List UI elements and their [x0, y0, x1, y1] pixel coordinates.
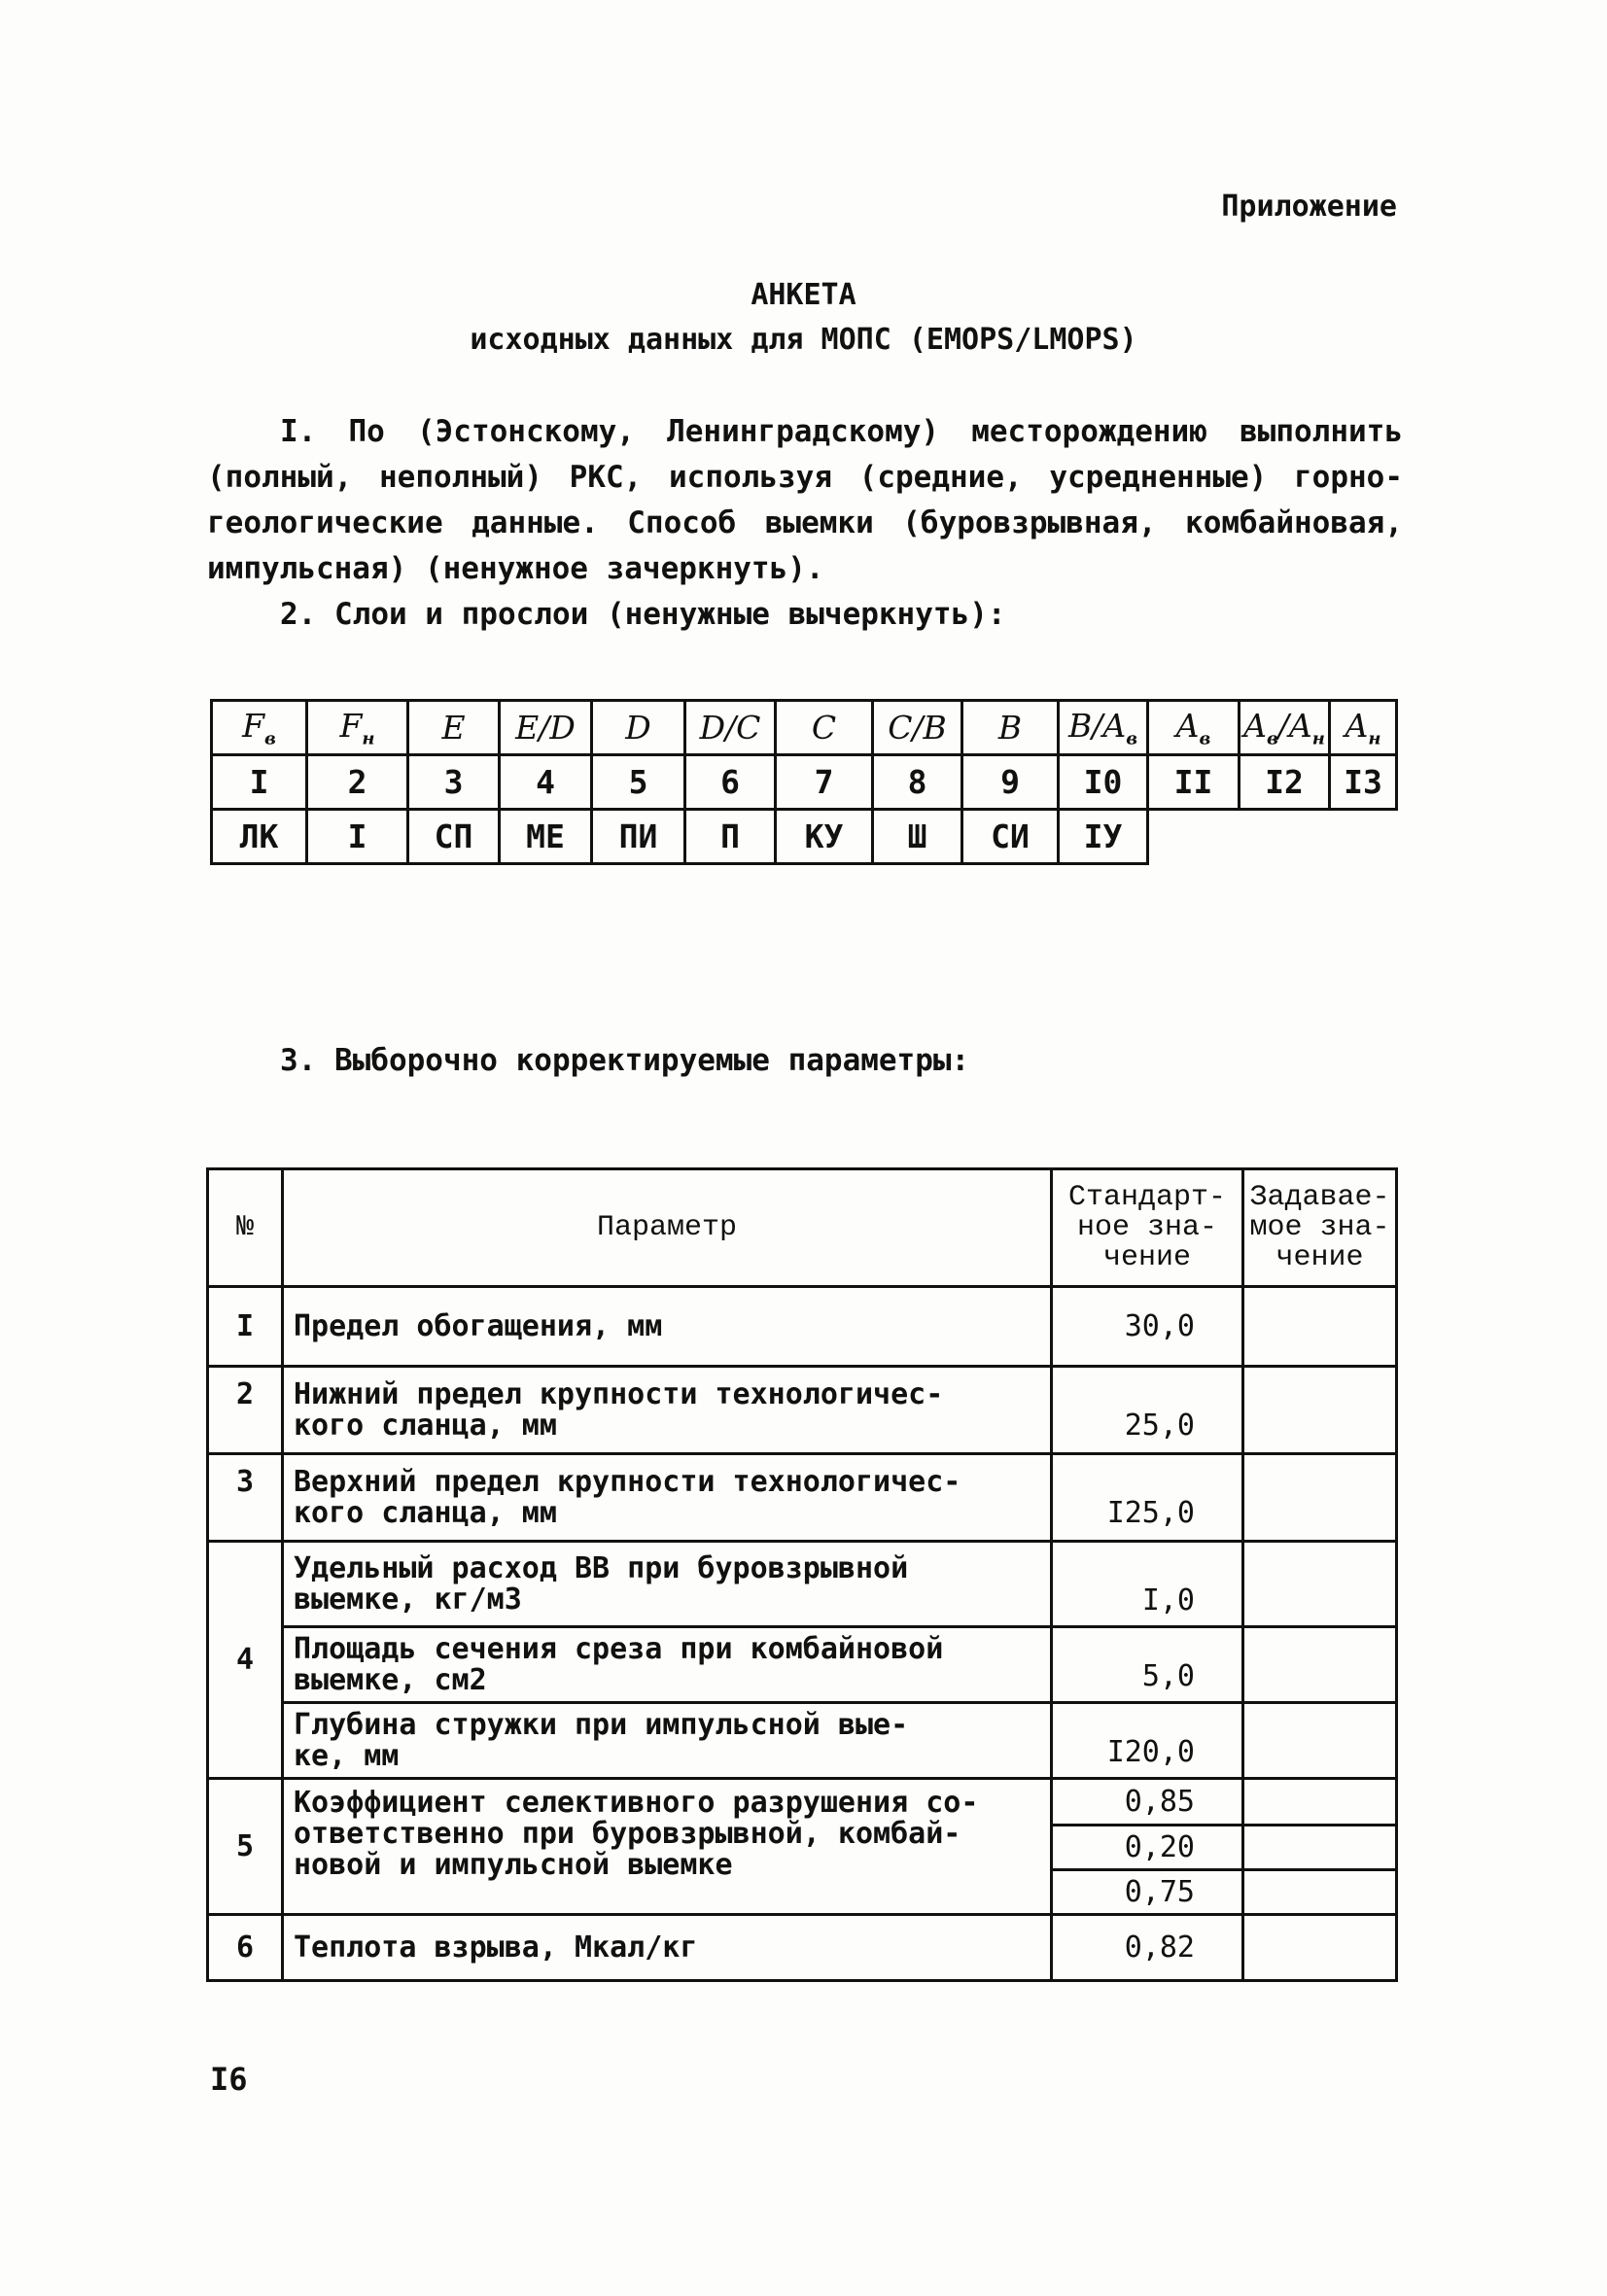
layer-number-cell: 6	[685, 755, 776, 810]
table-row	[208, 1703, 1397, 1779]
appendix-label: Приложение	[1221, 190, 1397, 224]
page-number: I6	[210, 2061, 248, 2098]
standard-value: I25,0	[1052, 1454, 1243, 1542]
layer-code-cell[interactable]: П	[685, 810, 776, 864]
standard-value: I,0	[1052, 1542, 1243, 1627]
parameters-header-row	[208, 1169, 1397, 1287]
table-row	[208, 1542, 1397, 1627]
header-standard-value: Стандарт- ное зна- чение	[1052, 1169, 1243, 1287]
parameter-name: Нижний предел крупности технологичес- кого сланца, мм	[283, 1367, 1052, 1454]
layer-symbol-cell[interactable]: $A_в/A_н$	[1240, 701, 1330, 755]
document-title: АНКЕТА	[751, 278, 856, 312]
layer-number-cell: 3	[408, 755, 500, 810]
layer-symbol-cell[interactable]: D/C	[685, 701, 776, 755]
layer-number-cell: 7	[776, 755, 873, 810]
parameters-table	[206, 1167, 1398, 1982]
set-value-input[interactable]	[1243, 1454, 1397, 1542]
paragraph-1-line: геологические данные. Способ выемки (буровзрывная, комбайновая,	[207, 505, 1403, 540]
parameter-name: Глубина стружки при импульсной вые- ке, мм	[283, 1703, 1052, 1779]
table-row	[208, 1287, 1397, 1367]
standard-value: 0,85	[1052, 1779, 1243, 1826]
layer-code-cell[interactable]: ПИ	[592, 810, 685, 864]
set-value-input[interactable]	[1243, 1915, 1397, 1981]
set-value-input[interactable]	[1243, 1627, 1397, 1703]
standard-value: 0,75	[1052, 1870, 1243, 1915]
parameter-name: Верхний предел крупности технологичес- кого сланца, мм	[283, 1454, 1052, 1542]
table-row	[208, 1779, 1397, 1826]
table-row	[208, 1367, 1397, 1454]
layer-symbol-cell[interactable]: E	[408, 701, 500, 755]
standard-value: 0,82	[1052, 1915, 1243, 1981]
set-value-input[interactable]	[1243, 1870, 1397, 1915]
row-number: 6	[208, 1915, 283, 1981]
set-value-input[interactable]	[1243, 1703, 1397, 1779]
set-value-input[interactable]	[1243, 1542, 1397, 1627]
set-value-input[interactable]	[1243, 1779, 1397, 1826]
layer-code-cell[interactable]: I	[307, 810, 408, 864]
empty-cell	[1330, 810, 1397, 864]
layer-number-cell: I2	[1240, 755, 1330, 810]
layer-symbol-cell[interactable]: $A_в$	[1148, 701, 1240, 755]
parameter-name: Удельный расход ВВ при буровзрывной выемке, кг/м3	[283, 1542, 1052, 1627]
parameter-name: Теплота взрыва, Мкал/кг	[283, 1915, 1052, 1981]
standard-value: 30,0	[1052, 1287, 1243, 1367]
layer-code-cell[interactable]: КУ	[776, 810, 873, 864]
layers-table	[210, 699, 1398, 865]
row-number: 5	[208, 1779, 283, 1915]
paragraph-1-line: I. По (Эстонскому, Ленинградскому) месторождению выполнить	[280, 414, 1403, 449]
parameter-name: Площадь сечения среза при комбайновой выемке, см2	[283, 1627, 1052, 1703]
layer-number-cell: I	[212, 755, 307, 810]
layer-code-cell[interactable]: МЕ	[500, 810, 592, 864]
layer-code-cell[interactable]: СИ	[962, 810, 1059, 864]
layer-number-cell: 5	[592, 755, 685, 810]
layer-number-cell: 2	[307, 755, 408, 810]
row-number: 4	[208, 1542, 283, 1779]
document-subtitle: исходных данных для МОПС (EMOPS/LMOPS)	[470, 323, 1137, 357]
header-number: №	[208, 1169, 283, 1287]
set-value-input[interactable]	[1243, 1287, 1397, 1367]
table-row	[208, 1915, 1397, 1981]
layers-symbol-row	[212, 701, 1397, 755]
header-set-value: Задавае- мое зна- чение	[1243, 1169, 1397, 1287]
layer-symbol-cell[interactable]: $F_в$	[212, 701, 307, 755]
layer-code-cell[interactable]: IУ	[1059, 810, 1148, 864]
paragraph-1	[207, 409, 1403, 592]
layer-number-cell: I0	[1059, 755, 1148, 810]
layer-number-cell: II	[1148, 755, 1240, 810]
paragraph-1-line: импульсная) (ненужное зачеркнуть).	[207, 551, 824, 586]
layer-number-cell: 9	[962, 755, 1059, 810]
layer-number-cell: I3	[1330, 755, 1397, 810]
parameter-name: Коэффициент селективного разрушения со- ответственно при буровзрывной, комбай- новой и импульсной выемке	[283, 1779, 1052, 1915]
empty-cell	[1240, 810, 1330, 864]
row-number: I	[208, 1287, 283, 1367]
table-row	[208, 1627, 1397, 1703]
layer-symbol-cell[interactable]: $A_н$	[1330, 701, 1397, 755]
layer-code-cell[interactable]: Ш	[873, 810, 962, 864]
standard-value: 5,0	[1052, 1627, 1243, 1703]
layer-symbol-cell[interactable]: $F_н$	[307, 701, 408, 755]
layer-code-cell[interactable]: СП	[408, 810, 500, 864]
standard-value: I20,0	[1052, 1703, 1243, 1779]
layer-symbol-cell[interactable]: $B/A_в$	[1059, 701, 1148, 755]
empty-cell	[1148, 810, 1240, 864]
paragraph-1-line: (полный, неполный) РКС, используя (средние, усредненные) горно-	[207, 460, 1403, 495]
set-value-input[interactable]	[1243, 1367, 1397, 1454]
row-number: 2	[208, 1367, 283, 1454]
row-number: 3	[208, 1454, 283, 1542]
layer-symbol-cell[interactable]: C	[776, 701, 873, 755]
layer-code-cell[interactable]: ЛК	[212, 810, 307, 864]
set-value-input[interactable]	[1243, 1826, 1397, 1870]
table-row	[208, 1454, 1397, 1542]
layer-symbol-cell[interactable]: E/D	[500, 701, 592, 755]
layers-number-row	[212, 755, 1397, 810]
layer-symbol-cell[interactable]: B	[962, 701, 1059, 755]
paragraph-2: 2. Слои и прослои (ненужные вычеркнуть):	[280, 597, 1006, 632]
layer-number-cell: 4	[500, 755, 592, 810]
layer-symbol-cell[interactable]: D	[592, 701, 685, 755]
layers-code-row	[212, 810, 1397, 864]
layer-symbol-cell[interactable]: C/B	[873, 701, 962, 755]
paragraph-3: 3. Выборочно корректируемые параметры:	[280, 1043, 970, 1078]
standard-value: 0,20	[1052, 1826, 1243, 1870]
layer-number-cell: 8	[873, 755, 962, 810]
parameter-name: Предел обогащения, мм	[283, 1287, 1052, 1367]
header-parameter: Параметр	[283, 1169, 1052, 1287]
standard-value: 25,0	[1052, 1367, 1243, 1454]
